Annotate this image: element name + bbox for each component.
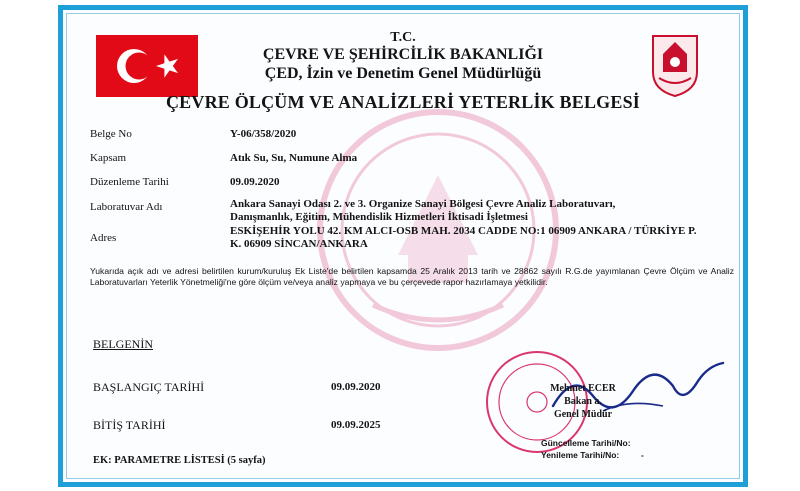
- field-label: Adres: [90, 232, 117, 244]
- field-value: ESKİŞEHİR YOLU 42. KM ALCI-OSB MAH. 2034 CADDE NO:1 06909 ANKARA / TÜRKİYE P. K. 06909 SİNCAN/ANKARA: [230, 225, 697, 250]
- signatory-role: Genel Müdür: [553, 409, 613, 420]
- annex-note: EK: PARAMETRE LİSTESİ (5 sayfa): [93, 455, 266, 466]
- header-tc: T.C.: [390, 30, 416, 45]
- field-label: Kapsam: [90, 152, 127, 164]
- header-directorate: ÇED, İzin ve Denetim Genel Müdürlüğü: [264, 65, 542, 82]
- renewal-date-value: -: [641, 450, 644, 460]
- signatory-name: Mehmet ECER: [550, 383, 616, 394]
- field-value: 09.09.2020: [230, 176, 280, 188]
- field-value: Atık Su, Su, Numune Alma: [230, 152, 358, 164]
- start-date-value: 09.09.2020: [331, 381, 381, 393]
- header-ministry: ÇEVRE VE ŞEHİRCİLİK BAKANLIĞI: [262, 46, 544, 63]
- end-date-label: BİTİŞ TARİHİ: [93, 418, 166, 432]
- field-label: Belge No: [90, 128, 132, 140]
- update-date-label: Güncelleme Tarihi/No:: [541, 438, 631, 448]
- authorization-paragraph: Yukarıda açık adı ve adresi belirtilen kurum/kuruluş Ek Liste'de belirtilen kapsamda 25 Aralık 2013 tarih ve 28862 sayılı R.G.de yayımlanan Çevre Ölçüm ve Analiz Laboratuvarları Yeterlik Yönetmeliği'ne göre ölçüm ve/veya analiz yapmaya ve bu çerçevede rapor hazırlamaya yetkilidir.: [90, 266, 734, 287]
- validity-heading: BELGENİN: [93, 337, 153, 351]
- end-date-value: 09.09.2025: [331, 419, 381, 431]
- renewal-date-label: Yenileme Tarihi/No:: [541, 450, 620, 460]
- certificate-frame: [58, 5, 748, 487]
- field-value: Y-06/358/2020: [230, 128, 297, 140]
- field-label: Düzenleme Tarihi: [90, 176, 169, 188]
- field-value: Ankara Sanayi Odası 2. ve 3. Organize Sanayi Bölgesi Çevre Analiz Laboratuvarı, Danışmanlık, Eğitim, Mühendislik Hizmetleri İktisadi İşletmesi: [230, 198, 616, 223]
- field-label: Laboratuvar Adı: [90, 201, 163, 213]
- start-date-label: BAŞLANGIÇ TARİHİ: [93, 380, 205, 394]
- signatory-title: Bakan a.: [564, 396, 602, 407]
- certificate-title: ÇEVRE ÖLÇÜM VE ANALİZLERİ YETERLİK BELGESİ: [165, 92, 641, 112]
